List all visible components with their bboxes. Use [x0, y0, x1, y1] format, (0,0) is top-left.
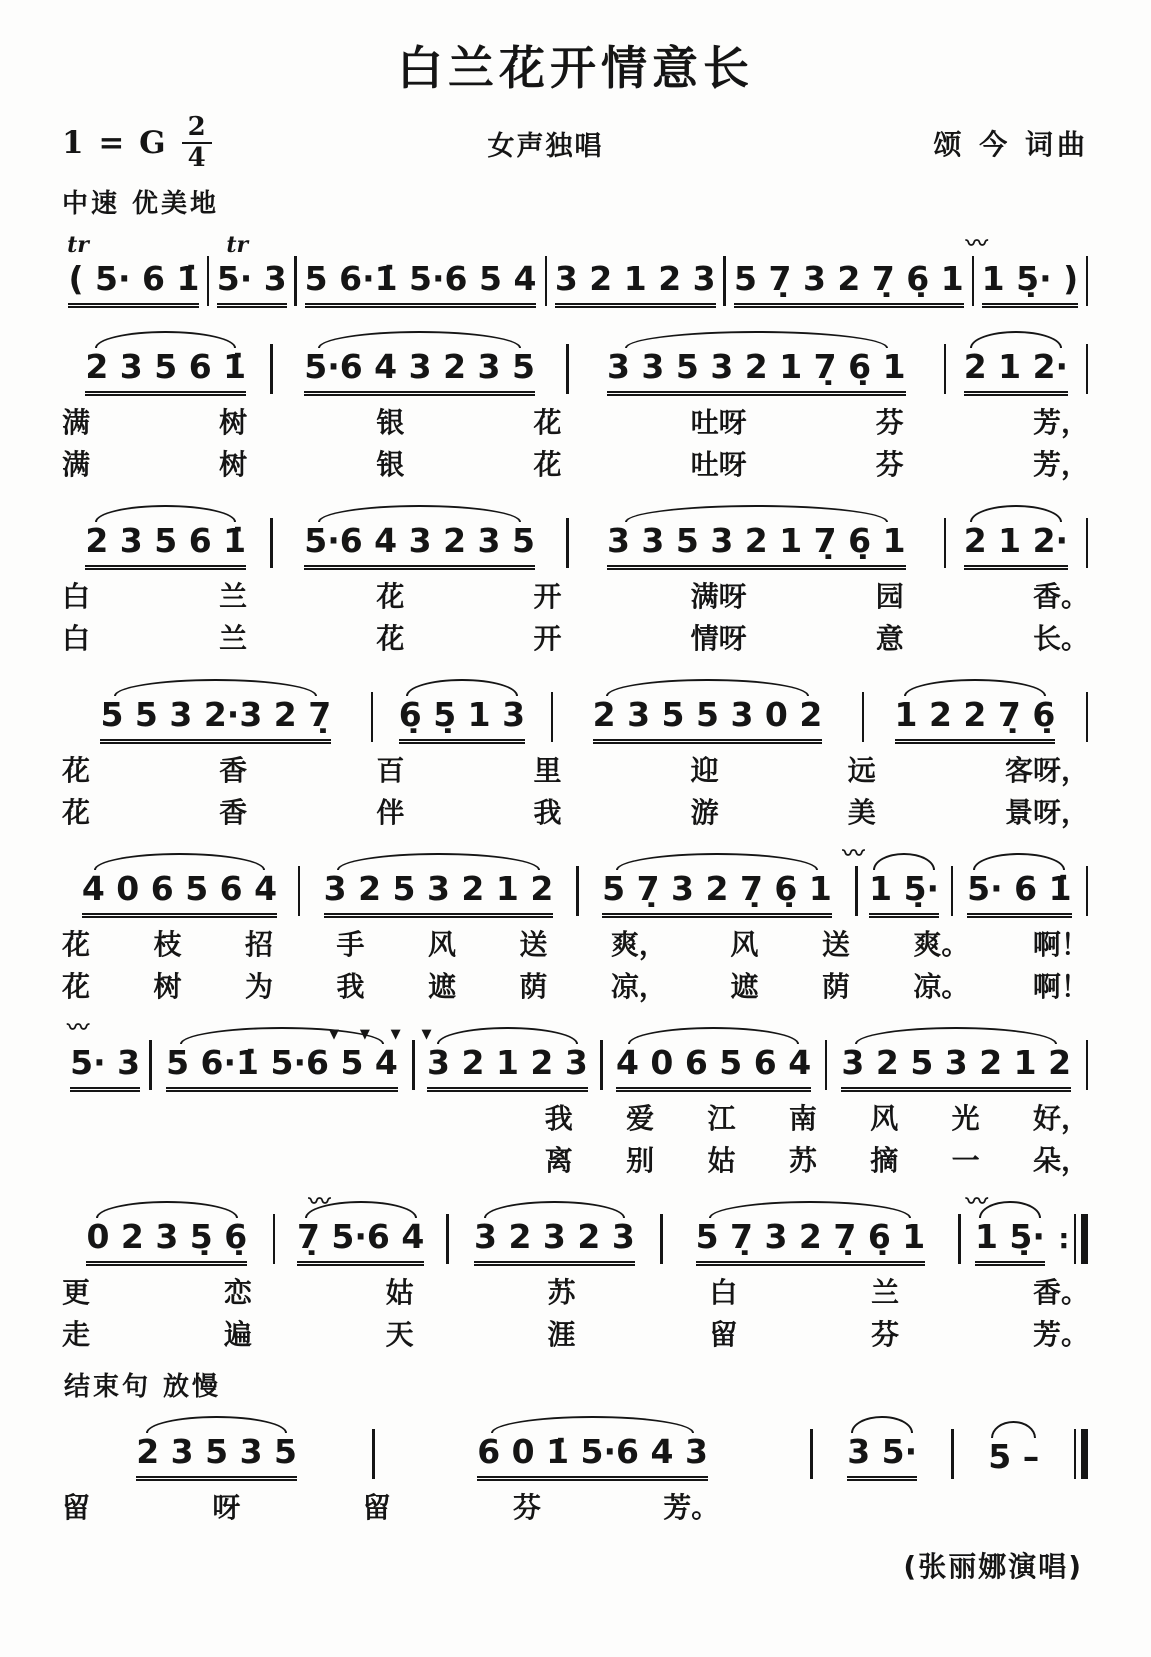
measure: [604, 1044, 824, 1092]
lyrics-block: [62, 927, 1089, 1004]
lyric-syllable: 江: [707, 1101, 736, 1135]
measure-notes: 0 2 3 5̣ 6̣: [86, 1218, 247, 1266]
section-label: 结束句 放慢: [64, 1371, 222, 1402]
lyric-syllable: 留: [62, 1490, 91, 1524]
lyric-syllable: 情呀: [690, 621, 747, 655]
barline: [1086, 692, 1089, 742]
lyrics-block: [62, 405, 1089, 482]
lyric-syllable: 芬: [875, 447, 904, 481]
lyric-line: [62, 795, 1089, 830]
barline: [294, 256, 297, 306]
lyric-syllable: 风: [730, 927, 759, 961]
lyric-syllable: 更: [62, 1275, 91, 1309]
lyric-syllable: 芬: [512, 1490, 541, 1524]
lyric-syllable: 芳，: [1032, 405, 1089, 439]
lyrics-block: [62, 579, 1089, 656]
lyric-syllable: 美: [847, 795, 876, 829]
measure: [947, 348, 1084, 396]
measure: [962, 1218, 1059, 1266]
measure: [62, 696, 370, 744]
lyric-syllable: 啊！: [1032, 927, 1089, 961]
mordent-ornament-icon: 〰: [965, 1189, 985, 1215]
lyrics-block: [62, 1101, 1089, 1178]
lyric-syllable: 满: [62, 405, 91, 439]
measure: [62, 870, 297, 918]
barline: [270, 344, 273, 394]
measure-notes: 5 6·1̇ 5·6 5 4: [166, 1044, 398, 1092]
barline: [1086, 518, 1089, 568]
lyric-syllable: 满: [62, 447, 91, 481]
barline: [600, 1040, 603, 1090]
barline: [566, 344, 569, 394]
trill-ornament-icon: tr: [226, 231, 249, 258]
measure-notes: 2 3 5 3 5: [136, 1433, 297, 1481]
lyric-syllable: 遍: [223, 1317, 252, 1351]
barline: [372, 1429, 375, 1479]
lyric-syllable: 白: [62, 621, 91, 655]
lyrics-block: [62, 753, 1089, 830]
lyric-syllable: 风: [427, 927, 456, 961]
lyric-syllable: 远: [847, 753, 876, 787]
lyric-syllable: 香。: [1032, 579, 1089, 613]
lyric-syllable: 手: [336, 927, 365, 961]
barline: [944, 518, 947, 568]
barline: [1086, 866, 1089, 916]
measure-notes: 5· 3: [70, 1044, 140, 1092]
measure: [376, 1433, 810, 1481]
barline: [825, 1040, 828, 1090]
time-signature: [182, 114, 212, 173]
lyric-syllable: 呀: [212, 1490, 241, 1524]
lyric-syllable: 送: [821, 927, 850, 961]
lyric-syllable: 遮: [427, 969, 456, 1003]
lyric-syllable: 摘: [870, 1143, 899, 1177]
lyric-syllable: 一: [951, 1143, 980, 1177]
time-signature-numerator: 2: [182, 114, 212, 144]
lyric-syllable: 为: [244, 969, 273, 1003]
lyric-line: [62, 927, 1089, 962]
lyric-syllable: 涯: [547, 1317, 576, 1351]
measure: [828, 1044, 1084, 1092]
lyric-line: [62, 579, 1089, 614]
measure: [274, 522, 565, 570]
lyric-syllable: 花: [62, 969, 91, 1003]
lyric-syllable: 树: [153, 969, 182, 1003]
measure-notes: 2 3 5 6 1̇: [85, 522, 246, 570]
barline: [545, 256, 548, 306]
lyric-syllable: 遮: [730, 969, 759, 1003]
lyric-syllable: 吐呀: [690, 447, 747, 481]
lyric-syllable: 树: [219, 447, 248, 481]
accent-ornament-icon: ▼: [421, 1026, 432, 1042]
measure-notes: 6̣ 5̣ 1 3: [399, 696, 525, 744]
measure: [570, 522, 943, 570]
lyric-line: [62, 621, 1089, 656]
measure-notes: 2 3 5 5 3 0 2: [593, 696, 823, 744]
lyric-syllable: 迎: [690, 753, 719, 787]
lyric-syllable: 我: [336, 969, 365, 1003]
barline: [1086, 256, 1089, 306]
barline: [576, 866, 579, 916]
accent-ornament-icon: ▼: [359, 1026, 370, 1042]
measure-notes: 1 5̣·: [975, 1218, 1045, 1266]
measure-notes: 5 –: [988, 1438, 1039, 1481]
barline: [951, 866, 954, 916]
tempo-marking: 中速 优美地: [62, 188, 220, 219]
key-signature: 1 = G: [62, 125, 168, 162]
measure: [450, 1218, 660, 1266]
measure-notes: 3 2 5 3 2 1 2: [324, 870, 554, 918]
measure: [548, 260, 722, 308]
lyric-syllable: 白: [709, 1275, 738, 1309]
notes-row: [62, 256, 1089, 308]
lyric-syllable: 里: [533, 753, 562, 787]
barline: [149, 1040, 152, 1090]
barline: [958, 1214, 961, 1264]
lyric-syllable: 芳。: [663, 1490, 720, 1524]
measure-notes: 1 5̣· ): [982, 260, 1079, 308]
barline: [273, 1214, 276, 1264]
key-and-meter: [62, 114, 518, 173]
barline: [972, 256, 975, 306]
barline: [446, 1214, 449, 1264]
barline: [207, 256, 210, 306]
barline: [566, 518, 569, 568]
measure: [955, 1438, 1073, 1481]
measure: [580, 870, 854, 918]
measure-notes: 5·6 4 3 2 3 5: [304, 522, 535, 570]
lyric-syllable: 天: [385, 1317, 414, 1351]
lyric-syllable: 百: [376, 753, 405, 787]
barline: [1081, 1214, 1088, 1264]
lyric-syllable: 开: [533, 579, 562, 613]
lyric-syllable: 兰: [219, 621, 248, 655]
barline: [951, 1429, 954, 1479]
lyric-syllable: 走: [62, 1317, 91, 1351]
measure-notes: 5 7̣ 3 2 7̣ 6̣ 1: [734, 260, 964, 308]
mordent-ornament-icon: 〰: [67, 1015, 87, 1041]
lyric-syllable: 吐呀: [690, 405, 747, 439]
barline: [1074, 1429, 1077, 1479]
measure-notes: 7̣ 5·6 4: [297, 1218, 424, 1266]
lyric-line: [545, 1101, 1089, 1136]
performer-credit: (张丽娜演唱): [903, 1549, 1083, 1583]
song-title: 白兰花开情意长: [397, 41, 754, 95]
lyric-syllable: 朵，: [1032, 1143, 1089, 1177]
measure-notes: 5· 6 1̇: [967, 870, 1071, 918]
measure-notes: 3 2 3 2 3: [474, 1218, 635, 1266]
lyric-syllable: 恋: [223, 1275, 252, 1309]
repeat-dots: :: [1058, 1221, 1070, 1255]
measure: [570, 348, 943, 396]
lyric-syllable: 银: [376, 405, 405, 439]
measure: [276, 1218, 445, 1266]
measure-notes: 3 2 1 2 3: [555, 260, 716, 308]
music-system: [62, 1190, 1089, 1352]
measure: [554, 696, 861, 744]
lyric-syllable: 香: [219, 795, 248, 829]
lyric-syllable: 风: [870, 1101, 899, 1135]
barline: [1086, 344, 1089, 394]
lyric-syllable: 留: [709, 1317, 738, 1351]
barline: [862, 692, 865, 742]
measure: [62, 522, 269, 570]
notes-row: [62, 866, 1089, 918]
lyric-syllable: 姑: [385, 1275, 414, 1309]
barline: [1086, 1040, 1089, 1090]
measure: [374, 696, 549, 744]
accent-ornament-icon: ▼: [390, 1026, 401, 1042]
lyric-syllable: 凉，: [610, 969, 667, 1003]
lyrics-block: [62, 1275, 1089, 1352]
measure: [975, 260, 1084, 308]
mordent-ornament-icon: 〰: [842, 841, 862, 867]
measure-notes: 5 7̣ 3 2 7̣ 6̣ 1: [696, 1218, 926, 1266]
barline: [944, 344, 947, 394]
measure: [865, 696, 1084, 744]
measure: [954, 870, 1084, 918]
lyric-syllable: 好，: [1032, 1101, 1089, 1135]
lyric-syllable: 南: [788, 1101, 817, 1135]
mordent-ornament-icon: 〰: [308, 1189, 328, 1215]
lyric-line: [62, 405, 1089, 440]
lyric-syllable: 芳。: [1032, 1317, 1089, 1351]
measure-notes: 4 0 6 5 6 4: [82, 870, 277, 918]
music-system: [62, 320, 1089, 482]
score-header-row: [62, 114, 1089, 173]
measure: [210, 260, 293, 308]
lyric-line: [62, 1490, 719, 1525]
measure: [274, 348, 565, 396]
measure-notes: 3 5·: [847, 1433, 917, 1481]
lyric-syllable: 留: [362, 1490, 391, 1524]
music-system: [62, 494, 1089, 656]
lyric-syllable: 兰: [871, 1275, 900, 1309]
lyric-syllable: 我: [544, 1101, 573, 1135]
lyric-syllable: 爽。: [913, 927, 970, 961]
barline: [270, 518, 273, 568]
lyric-line: [62, 969, 1089, 1004]
measure: [62, 1044, 148, 1092]
measure: [62, 1218, 272, 1266]
lyric-syllable: 花: [62, 753, 91, 787]
measure-notes: 5 5 3 2·3 2 7̣: [100, 696, 331, 744]
lyric-line: [62, 753, 1089, 788]
measure-notes: 3 2 5 3 2 1 2: [841, 1044, 1071, 1092]
lyric-syllable: 白: [62, 579, 91, 613]
measure-notes: 3 3 5 3 2 1 7̣ 6̣ 1: [607, 348, 906, 396]
lyric-syllable: 香。: [1032, 1275, 1089, 1309]
lyric-syllable: 园: [875, 579, 904, 613]
measure-notes: ( 5· 6 1̇: [68, 260, 199, 308]
lyric-syllable: 客呀，: [1004, 753, 1089, 787]
performance-type: 女声独唱: [487, 130, 604, 162]
measure: [947, 522, 1084, 570]
lyric-syllable: 花: [533, 405, 562, 439]
measure-notes: 1 5̣·: [869, 870, 939, 918]
barline: [551, 692, 554, 742]
notes-row: [62, 1214, 1089, 1266]
measure-notes: 5·6 4 3 2 3 5: [304, 348, 535, 396]
measure: [62, 348, 269, 396]
measure: [153, 1044, 412, 1092]
ornament-row: [62, 232, 1089, 256]
measure: [298, 260, 544, 308]
lyric-syllable: 爽，: [610, 927, 667, 961]
measure-notes: 5 7̣ 3 2 7̣ 6̣ 1: [602, 870, 832, 918]
lyric-syllable: 兰: [219, 579, 248, 613]
measure-notes: 5· 3: [217, 260, 287, 308]
lyric-syllable: 花: [376, 579, 405, 613]
lyric-syllable: 开: [533, 621, 562, 655]
lyric-syllable: 芬: [875, 405, 904, 439]
lyric-syllable: 荫: [519, 969, 548, 1003]
lyric-syllable: 光: [951, 1101, 980, 1135]
lyric-syllable: 荫: [821, 969, 850, 1003]
lyric-syllable: 芳，: [1032, 447, 1089, 481]
barline: [1074, 1214, 1077, 1264]
notes-row: [62, 692, 1089, 744]
lyric-syllable: 别: [626, 1143, 655, 1177]
music-system: [62, 1366, 1089, 1525]
measure-notes: 2 1 2·: [964, 522, 1068, 570]
measure-notes: 3 3 5 3 2 1 7̣ 6̣ 1: [607, 522, 906, 570]
measure-notes: 1 2 2 7̣ 6̣: [895, 696, 1056, 744]
lyric-syllable: 招: [244, 927, 273, 961]
lyric-syllable: 啊！: [1032, 969, 1089, 1003]
measure-notes: 2 1 2·: [964, 348, 1068, 396]
measure: [301, 870, 575, 918]
barline: [855, 866, 858, 916]
measure-notes: 5 6·1̇ 5·6 5 4: [305, 260, 537, 308]
notes-row: [62, 1040, 1089, 1092]
lyric-syllable: 银: [376, 447, 405, 481]
barline: [412, 1040, 415, 1090]
lyric-syllable: 香: [219, 753, 248, 787]
measure: [859, 870, 950, 918]
lyric-syllable: 苏: [547, 1275, 576, 1309]
trill-ornament-icon: tr: [67, 231, 89, 258]
lyric-syllable: 我: [533, 795, 562, 829]
barline: [810, 1429, 813, 1479]
barline: [371, 692, 374, 742]
lyric-line: [545, 1143, 1089, 1178]
lyric-line: [62, 447, 1089, 482]
barline: [660, 1214, 663, 1264]
barline: [298, 866, 301, 916]
lyric-syllable: 意: [875, 621, 904, 655]
music-system: [62, 232, 1089, 308]
music-system: [62, 1016, 1089, 1178]
measure-notes: 6 0 1̇ 5·6 4 3: [477, 1433, 708, 1481]
lyric-syllable: 长。: [1032, 621, 1089, 655]
music-system: [62, 842, 1089, 1004]
lyric-syllable: 花: [376, 621, 405, 655]
lyric-syllable: 伴: [376, 795, 405, 829]
lyric-syllable: 树: [219, 405, 248, 439]
measure: [62, 1433, 371, 1481]
lyric-syllable: 爱: [626, 1101, 655, 1135]
lyric-syllable: 芬: [871, 1317, 900, 1351]
lyric-line: [62, 1275, 1089, 1310]
score: [62, 232, 1089, 1525]
lyric-syllable: 枝: [153, 927, 182, 961]
measure-notes: 2 3 5 6 1̇: [85, 348, 246, 396]
measure: [416, 1044, 599, 1092]
lyric-syllable: 满呀: [690, 579, 747, 613]
measure: [664, 1218, 957, 1266]
author-credit: 颂 今 词曲: [933, 128, 1089, 162]
lyric-syllable: 苏: [788, 1143, 817, 1177]
lyric-line: [62, 1317, 1089, 1352]
notes-row: [62, 518, 1089, 570]
lyric-syllable: 花: [62, 927, 91, 961]
lyric-syllable: 姑: [707, 1143, 736, 1177]
notes-row: [62, 1429, 1089, 1481]
accent-ornament-icon: ▼: [329, 1026, 340, 1042]
lyric-syllable: 离: [544, 1143, 573, 1177]
lyric-syllable: 游: [690, 795, 719, 829]
measure: [62, 260, 206, 308]
measure-notes: 3 2 1 2 3: [427, 1044, 588, 1092]
measure: [727, 260, 971, 308]
measure: [814, 1433, 951, 1481]
lyric-syllable: 花: [62, 795, 91, 829]
barline: [1081, 1429, 1088, 1479]
mordent-ornament-icon: 〰: [965, 231, 985, 257]
measure-notes: 4 0 6 5 6 4: [616, 1044, 811, 1092]
lyric-syllable: 送: [519, 927, 548, 961]
lyric-syllable: 景呀，: [1004, 795, 1089, 829]
barline: [723, 256, 726, 306]
lyrics-block: [62, 1490, 1089, 1525]
music-system: [62, 668, 1089, 830]
lyric-syllable: 花: [533, 447, 562, 481]
lyric-syllable: 凉。: [913, 969, 970, 1003]
notes-row: [62, 344, 1089, 396]
time-signature-denominator: 4: [187, 143, 206, 174]
